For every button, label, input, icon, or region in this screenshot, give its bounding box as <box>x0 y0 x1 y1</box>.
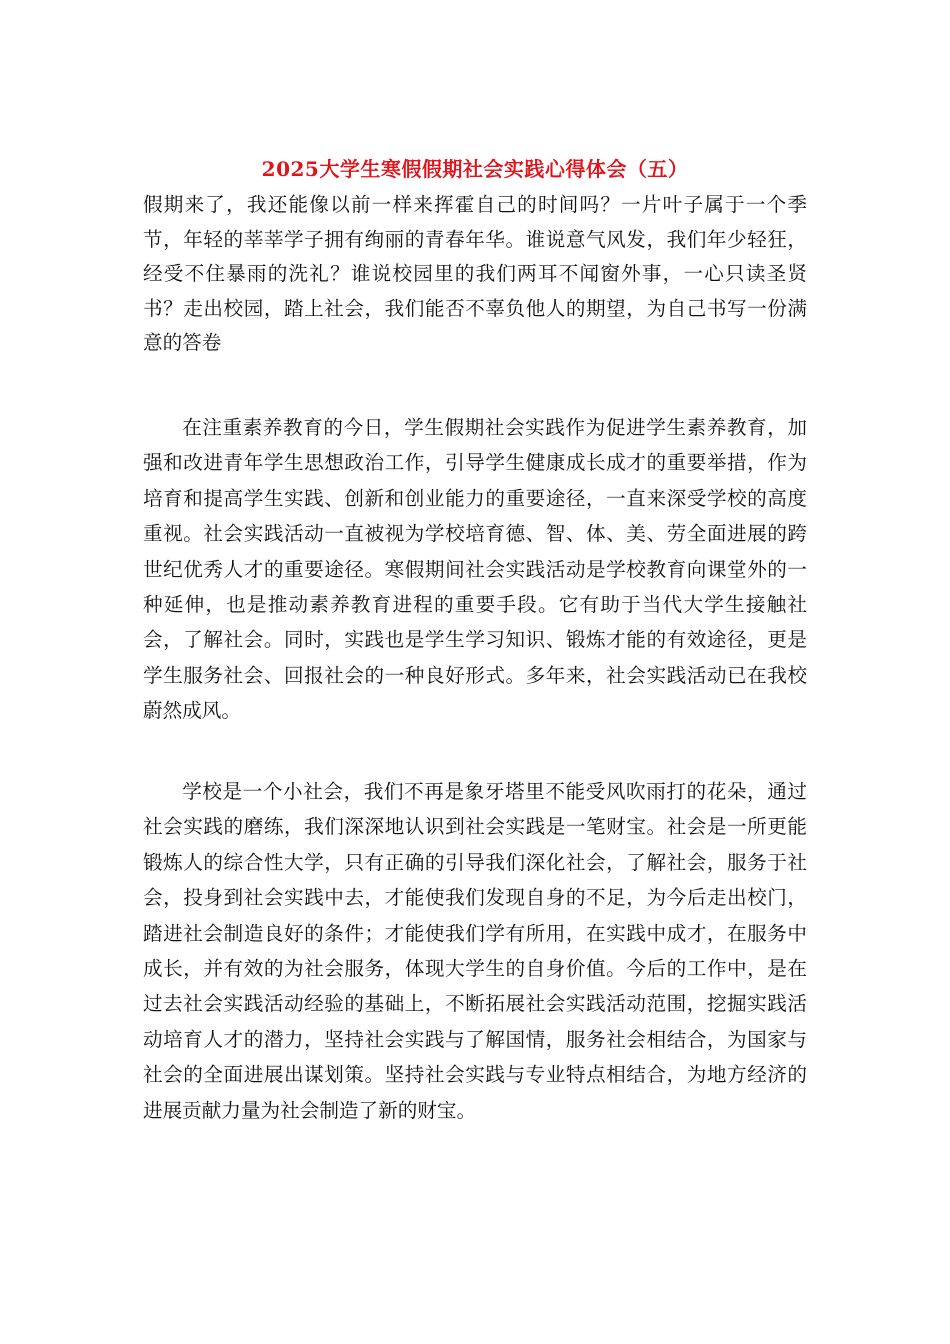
paragraph-second: 在注重素养教育的今日，学生假期社会实践作为促进学生素养教育，加强和改进青年学生思想政治工作，引导学生健康成长成才的重要举措，作为培育和提高学生实践、创新和创业能力的重要途径，一直来深受学校的高度重视。社会实践活动一直被视为学校培育德、智、体、美、劳全面进展的跨世纪优秀人才的重要途径。寒假期间社会实践活动是学校教育向课堂外的一种延伸，也是推动素养教育进程的重要手段。它有助于当代大学生接触社会，了解社会。同时，实践也是学生学习知识、锻炼才能的有效途径，更是学生服务社会、回报社会的一种良好形式。多年来，社会实践活动已在我校蔚然成风。 <box>143 416 807 723</box>
document-title: 2025大学生寒假假期社会实践心得体会（五） <box>261 157 689 181</box>
paragraph-third: 学校是一个小社会，我们不再是象牙塔里不能受风吹雨打的花朵，通过社会实践的磨练，我们深深地认识到社会实践是一笔财宝。社会是一所更能锻炼人的综合性大学，只有正确的引导我们深化社会，了解社会，服务于社会，投身到社会实践中去，才能使我们发现自身的不足，为今后走出校门，踏进社会制造良好的条件；才能使我们学有所用，在实践中成才，在服务中成长，并有效的为社会服务，体现大学生的自身价值。今后的工作中，是在过去社会实践活动经验的基础上，不断拓展社会实践活动范围，挖掘实践活动培育人才的潜力，坚持社会实践与了解国情，服务社会相结合，为国家与社会的全面进展出谋划策。坚持社会实践与专业特点相结合，为地方经济的进展贡献力量为社会制造了新的财宝。 <box>143 780 807 1122</box>
paragraph-intro: 假期来了，我还能像以前一样来挥霍自己的时间吗？一片叶子属于一个季节，年轻的莘莘学子拥有绚丽的青春年华。谁说意气风发，我们年少轻狂，经受不住暴雨的洗礼？谁说校园里的我们两耳不闻窗外事，一心只读圣贤书？走出校园，踏上社会，我们能否不辜负他人的期望，为自己书写一份满意的答卷 <box>143 193 807 354</box>
